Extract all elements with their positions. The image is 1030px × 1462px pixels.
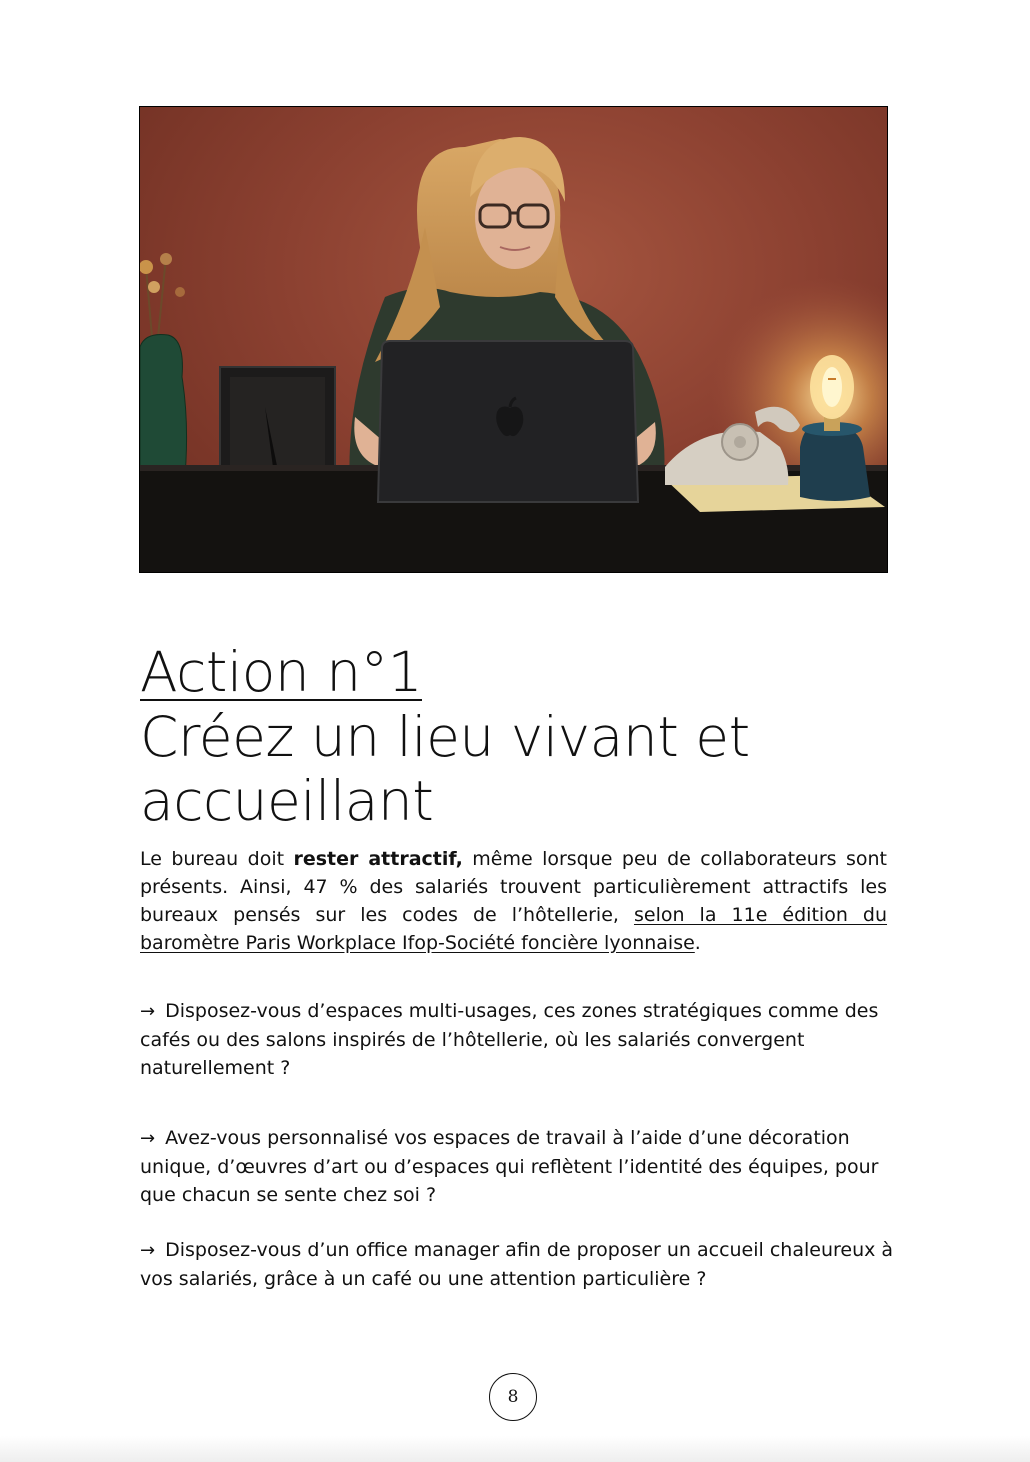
question-text: Disposez-vous d’espaces multi-usages, ces zones stratégiques comme des cafés ou des salons inspirés de l’hôtellerie, où les salariés convergent naturellement ? — [140, 1000, 879, 1079]
action-number: Action n°1 — [140, 640, 423, 704]
laptop — [378, 341, 638, 502]
page-number — [489, 1373, 537, 1421]
section-heading — [140, 640, 900, 833]
arrow-right-icon: → — [140, 1001, 156, 1022]
question-item — [140, 1236, 900, 1293]
question-text: Avez-vous personnalisé vos espaces de travail à l’aide d’une décoration unique, d’œuvres d’art ou d’espaces qui reflètent l’identité des équipes, pour que chacun se sente chez soi ? — [140, 1127, 879, 1206]
woman-at-laptop-illustration — [140, 107, 887, 572]
question-text: Disposez-vous d’un office manager afin de proposer un accueil chaleureux à vos salariés, grâce à un café ou une attention particulière ? — [140, 1239, 894, 1290]
intro-paragraph — [140, 845, 887, 957]
intro-text-2: même lorsque peu de collaborateurs sont présents. Ainsi, 47 % des salariés trouvent particulièrement attractifs les bureaux pensés sur les codes de l’hôtellerie, — [140, 848, 887, 926]
green-vase — [140, 335, 187, 488]
intro-text-1: Le bureau doit — [140, 848, 294, 870]
heading-title-line-2: accueillant — [140, 769, 434, 833]
arrow-right-icon: → — [140, 1240, 156, 1261]
arrow-right-icon: → — [140, 1128, 156, 1149]
page-bottom-shadow — [0, 1436, 1030, 1462]
page-number-label: 8 — [507, 1387, 519, 1407]
hero-photo — [139, 106, 888, 573]
question-item — [140, 1124, 900, 1209]
intro-bold: rester attractif, — [293, 848, 463, 870]
question-item — [140, 997, 900, 1082]
dried-flowers — [140, 253, 185, 337]
barometre-link[interactable]: selon la 11e édition du baromètre Paris Workplace Ifop-Société foncière lyonnaise — [140, 904, 888, 954]
intro-text-3: . — [694, 932, 701, 954]
heading-title-line-1: Créez un lieu vivant et — [140, 705, 750, 769]
